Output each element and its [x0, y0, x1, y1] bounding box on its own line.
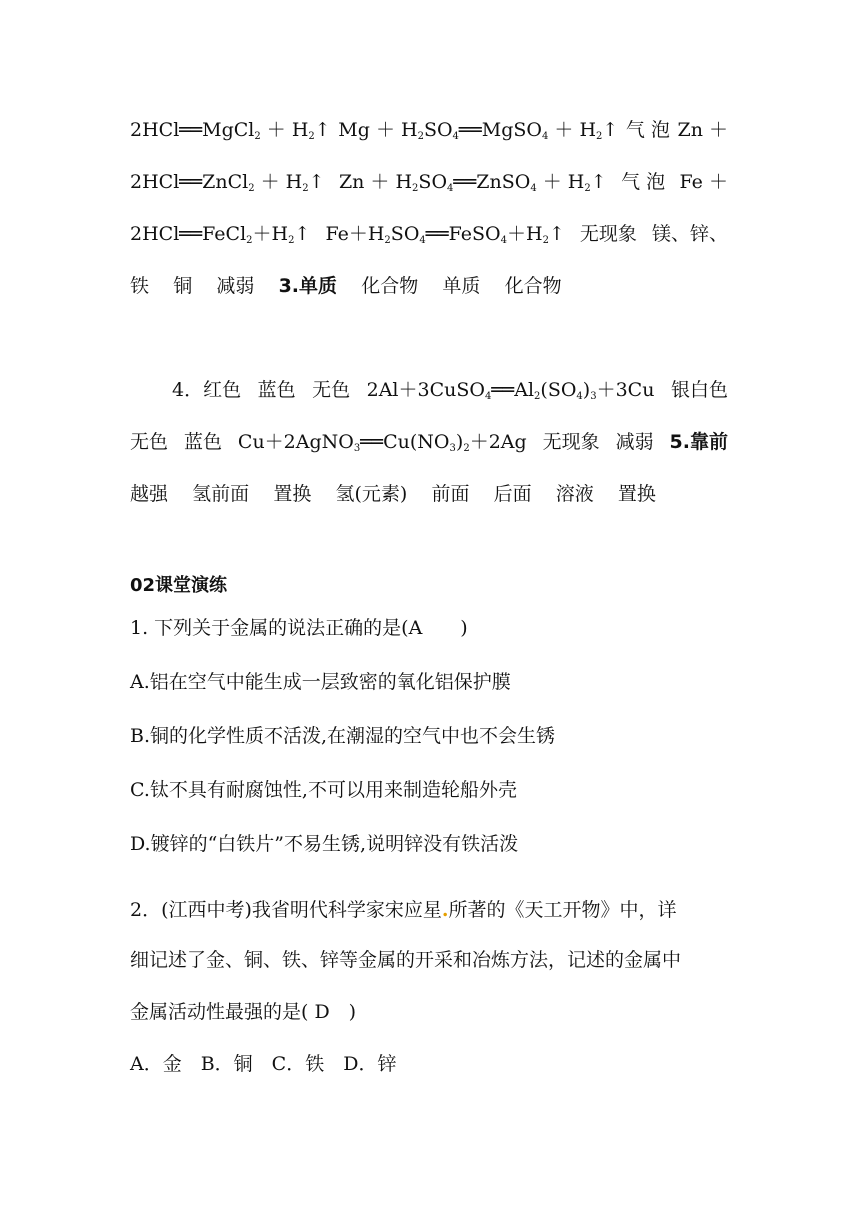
- answer-text: 单质: [442, 275, 481, 297]
- answer-text: 蓝色: [257, 379, 296, 401]
- question-2-stem-line-2: 细记述了金、铜、铁、锌等金属的开采和冶炼方法，记述的金属中: [130, 949, 682, 971]
- question-1-option-d: D.镀锌的“白铁片”不易生锈,说明锌没有铁活泼: [130, 833, 519, 855]
- equation-cu-agno3: $Cu+2AgNO_3══Cu(NO_3)_2+2Ag$: [237, 431, 527, 454]
- answer-bubbles: 气 泡: [625, 119, 670, 141]
- answer-item-3: 3.单质: [278, 275, 338, 297]
- answer-text: 氢前面: [192, 483, 250, 505]
- answer-bubbles: 气 泡: [621, 171, 666, 193]
- question-1-stem: 1. 下列关于金属的说法正确的是(A ): [130, 617, 468, 639]
- question-2-stem-line-3: 金属活动性最强的是( D ): [130, 1001, 357, 1023]
- equation-fe-hcl: $2HCl══FeCl_2+H_2↑$: [130, 223, 311, 246]
- answer-text: 减弱: [615, 431, 654, 453]
- answer-text: 铁: [130, 275, 150, 297]
- answer-text: 前面: [431, 483, 470, 505]
- equation-mg-h2so4: $Mg + H_2SO_4══MgSO_4$ ＋ $H_2↑$: [338, 119, 619, 142]
- answer-line-4: [130, 272, 562, 300]
- answer-text: 越强: [130, 483, 169, 505]
- answer-zn-start: Zn ＋: [677, 119, 728, 141]
- answer-no-phenomenon: 无现象: [579, 223, 637, 245]
- answer-text: 后面: [493, 483, 532, 505]
- section-title: 02课堂演练: [130, 575, 228, 596]
- answer-text: 化合物: [361, 275, 419, 297]
- equation-zn-hcl: 2HCl══ZnCl$_2$ ＋ $H_2↑$: [130, 171, 325, 194]
- answer-text: 置换: [273, 483, 312, 505]
- answer-line-1: [130, 116, 728, 144]
- equation-al-cuso4: $2Al+3CuSO_4══Al_2(SO_4)_3+3Cu$: [366, 379, 655, 402]
- equation-zn-h2so4: $Zn + H_2SO_4══ZnSO_4$ ＋ $H_2↑$: [338, 171, 607, 194]
- answer-fe-start: Fe ＋: [679, 171, 728, 193]
- question-1-option-c: C.钛不具有耐腐蚀性,不可以用来制造轮船外壳: [130, 779, 517, 801]
- equation-mg-hcl: 2HCl══MgCl$_2$ ＋ $H_2↑$: [130, 119, 331, 142]
- question-1-option-a: A.铝在空气中能生成一层致密的氧化铝保护膜: [130, 671, 511, 693]
- answer-line-6: [130, 428, 728, 456]
- answer-text: 化合物: [504, 275, 562, 297]
- question-2-options: A．金 B．铜 C．铁 D．锌: [130, 1053, 397, 1075]
- answer-item-5: 5.靠前: [669, 431, 728, 453]
- answer-text: 蓝色: [183, 431, 222, 453]
- equation-fe-h2so4: $Fe+H_2SO_4══FeSO_4+H_2↑$: [325, 223, 565, 246]
- answer-text: 减弱: [216, 275, 255, 297]
- answer-text: 银白色: [670, 379, 728, 401]
- answer-text: 无现象: [542, 431, 600, 453]
- answer-item-4: 4．红色: [172, 379, 242, 401]
- highlight-mark: .: [441, 899, 449, 921]
- answer-line-5: [172, 376, 728, 404]
- answer-line-7: [130, 480, 656, 508]
- answer-text: 无色: [130, 431, 169, 453]
- answer-metals: 镁、锌、: [651, 223, 728, 245]
- answer-line-2: [130, 168, 728, 196]
- question-2-stem-b: 所著的《天工开物》中，详: [448, 899, 677, 921]
- answer-text: 无色: [312, 379, 351, 401]
- question-2-stem-line-1: [130, 896, 677, 924]
- question-1-option-b: B.铜的化学性质不活泼,在潮湿的空气中也不会生锈: [130, 725, 556, 747]
- question-2-stem-a: 2．(江西中考)我省明代科学家宋应星: [130, 899, 442, 921]
- answer-text: 溶液: [555, 483, 594, 505]
- answer-line-3: [130, 220, 728, 248]
- answer-text: 铜: [173, 275, 193, 297]
- answer-text: 氢(元素): [335, 483, 408, 505]
- answer-text: 置换: [617, 483, 656, 505]
